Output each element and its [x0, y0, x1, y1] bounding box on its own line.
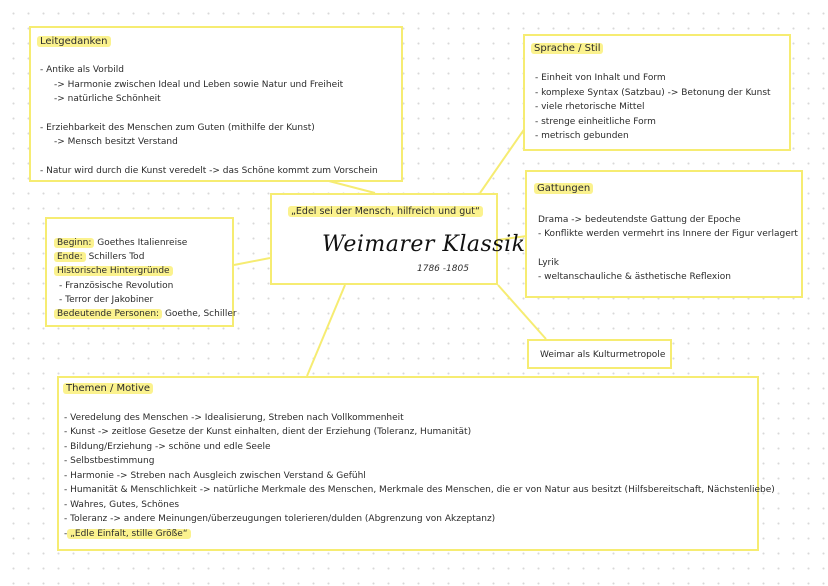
sprache-line: - Einheit von Inhalt und Form	[535, 73, 666, 83]
hintergruende-item: - Französische Revolution	[59, 281, 174, 291]
themen-line: - Harmonie -> Streben nach Ausgleich zwischen Verstand & Gefühl	[64, 471, 366, 481]
leitgedanken-line: - Antike als Vorbild	[40, 65, 124, 75]
themen-line: - Wahres, Gutes, Schönes	[64, 500, 180, 510]
connector-epoche	[234, 258, 270, 265]
sprache-box	[523, 34, 791, 151]
gattungen-line: - weltanschauliche & ästhetische Reflexion	[538, 272, 731, 282]
ende-row	[54, 251, 144, 263]
center-quote: „Edel sei der Mensch, hilfreich und gut“	[288, 206, 483, 217]
beginn-value: Goethes Italienreise	[97, 238, 188, 248]
leitgedanken-line: -> Harmonie zwischen Ideal und Leben sowie Natur und Freiheit	[54, 80, 344, 90]
themen-line: - Selbstbestimmung	[64, 456, 155, 466]
personen-value: Goethe, Schiller	[164, 309, 237, 319]
gattungen-line: - Konflikte werden vermehrt ins Innere der Figur verlagert	[538, 229, 798, 239]
themen-highlight-row: - „Edle Einfalt, stille Größe“	[64, 528, 191, 540]
gattungen-line: Drama -> bedeutendste Gattung der Epoche	[538, 215, 741, 225]
weimar-text: Weimar als Kulturmetropole	[540, 350, 666, 360]
gattungen-box	[525, 170, 803, 298]
beginn-row	[54, 237, 187, 249]
leitgedanken-line: -> Mensch besitzt Verstand	[54, 137, 178, 147]
themen-line: - Bildung/Erziehung -> schöne und edle Seele	[64, 442, 271, 452]
themen-box	[57, 376, 775, 551]
connector-themen	[307, 285, 345, 376]
sprache-line: - viele rhetorische Mittel	[535, 102, 645, 112]
epoch-years: 1786 -1805	[417, 264, 469, 274]
sprache-line: - strenge einheitliche Form	[535, 117, 656, 127]
beginn-label: Beginn:	[54, 238, 94, 248]
sprache-line: - komplexe Syntax (Satzbau) -> Betonung der Kunst	[535, 88, 771, 98]
themen-line: - Kunst -> zeitlose Gesetze der Kunst einhalten, dient der Erziehung (Toleranz, Humanität)	[64, 427, 472, 437]
hintergruende-row	[54, 265, 173, 277]
ende-value: Schillers Tod	[88, 252, 145, 262]
epoche-box	[45, 217, 237, 327]
sprache-line: - metrisch gebunden	[535, 131, 629, 141]
ende-label: Ende:	[54, 252, 86, 262]
hintergruende-label: Historische Hintergründe	[54, 266, 173, 276]
themen-line: - Humanität & Menschlichkeit -> natürliche Merkmale des Menschen, Merkmale des Menschen, die er von Natur aus besitzt (Hilfsbereitschaft, Nächstenliebe)	[64, 485, 775, 495]
leitgedanken-line: - Erziehbarkeit des Menschen zum Guten (mithilfe der Kunst)	[40, 123, 315, 133]
main-title: Weimarer Klassik	[322, 232, 526, 257]
themen-title: Themen / Motive	[63, 383, 153, 394]
gattungen-line: Lyrik	[538, 258, 559, 268]
sprache-title: Sprache / Stil	[531, 43, 603, 54]
personen-label: Bedeutende Personen:	[54, 309, 162, 319]
leitgedanken-title: Leitgedanken	[37, 36, 111, 47]
hintergruende-item: - Terror der Jakobiner	[59, 295, 154, 305]
leitgedanken-line: - Natur wird durch die Kunst veredelt -> das Schöne kommt zum Vorschein	[40, 166, 378, 176]
themen-highlight: „Edle Einfalt, stille Größe“	[67, 529, 190, 539]
themen-line: - Toleranz -> andere Meinungen/überzeugungen tolerieren/dulden (Abgrenzung von Akzeptanz)	[64, 514, 496, 524]
weimar-box	[527, 339, 672, 369]
leitgedanken-line: -> natürliche Schönheit	[54, 94, 161, 104]
leitgedanken-box	[29, 26, 403, 182]
personen-row	[54, 308, 237, 320]
gattungen-title: Gattungen	[534, 183, 593, 194]
themen-line: - Veredelung des Menschen -> Idealisierung, Streben nach Vollkommenheit	[64, 413, 404, 423]
